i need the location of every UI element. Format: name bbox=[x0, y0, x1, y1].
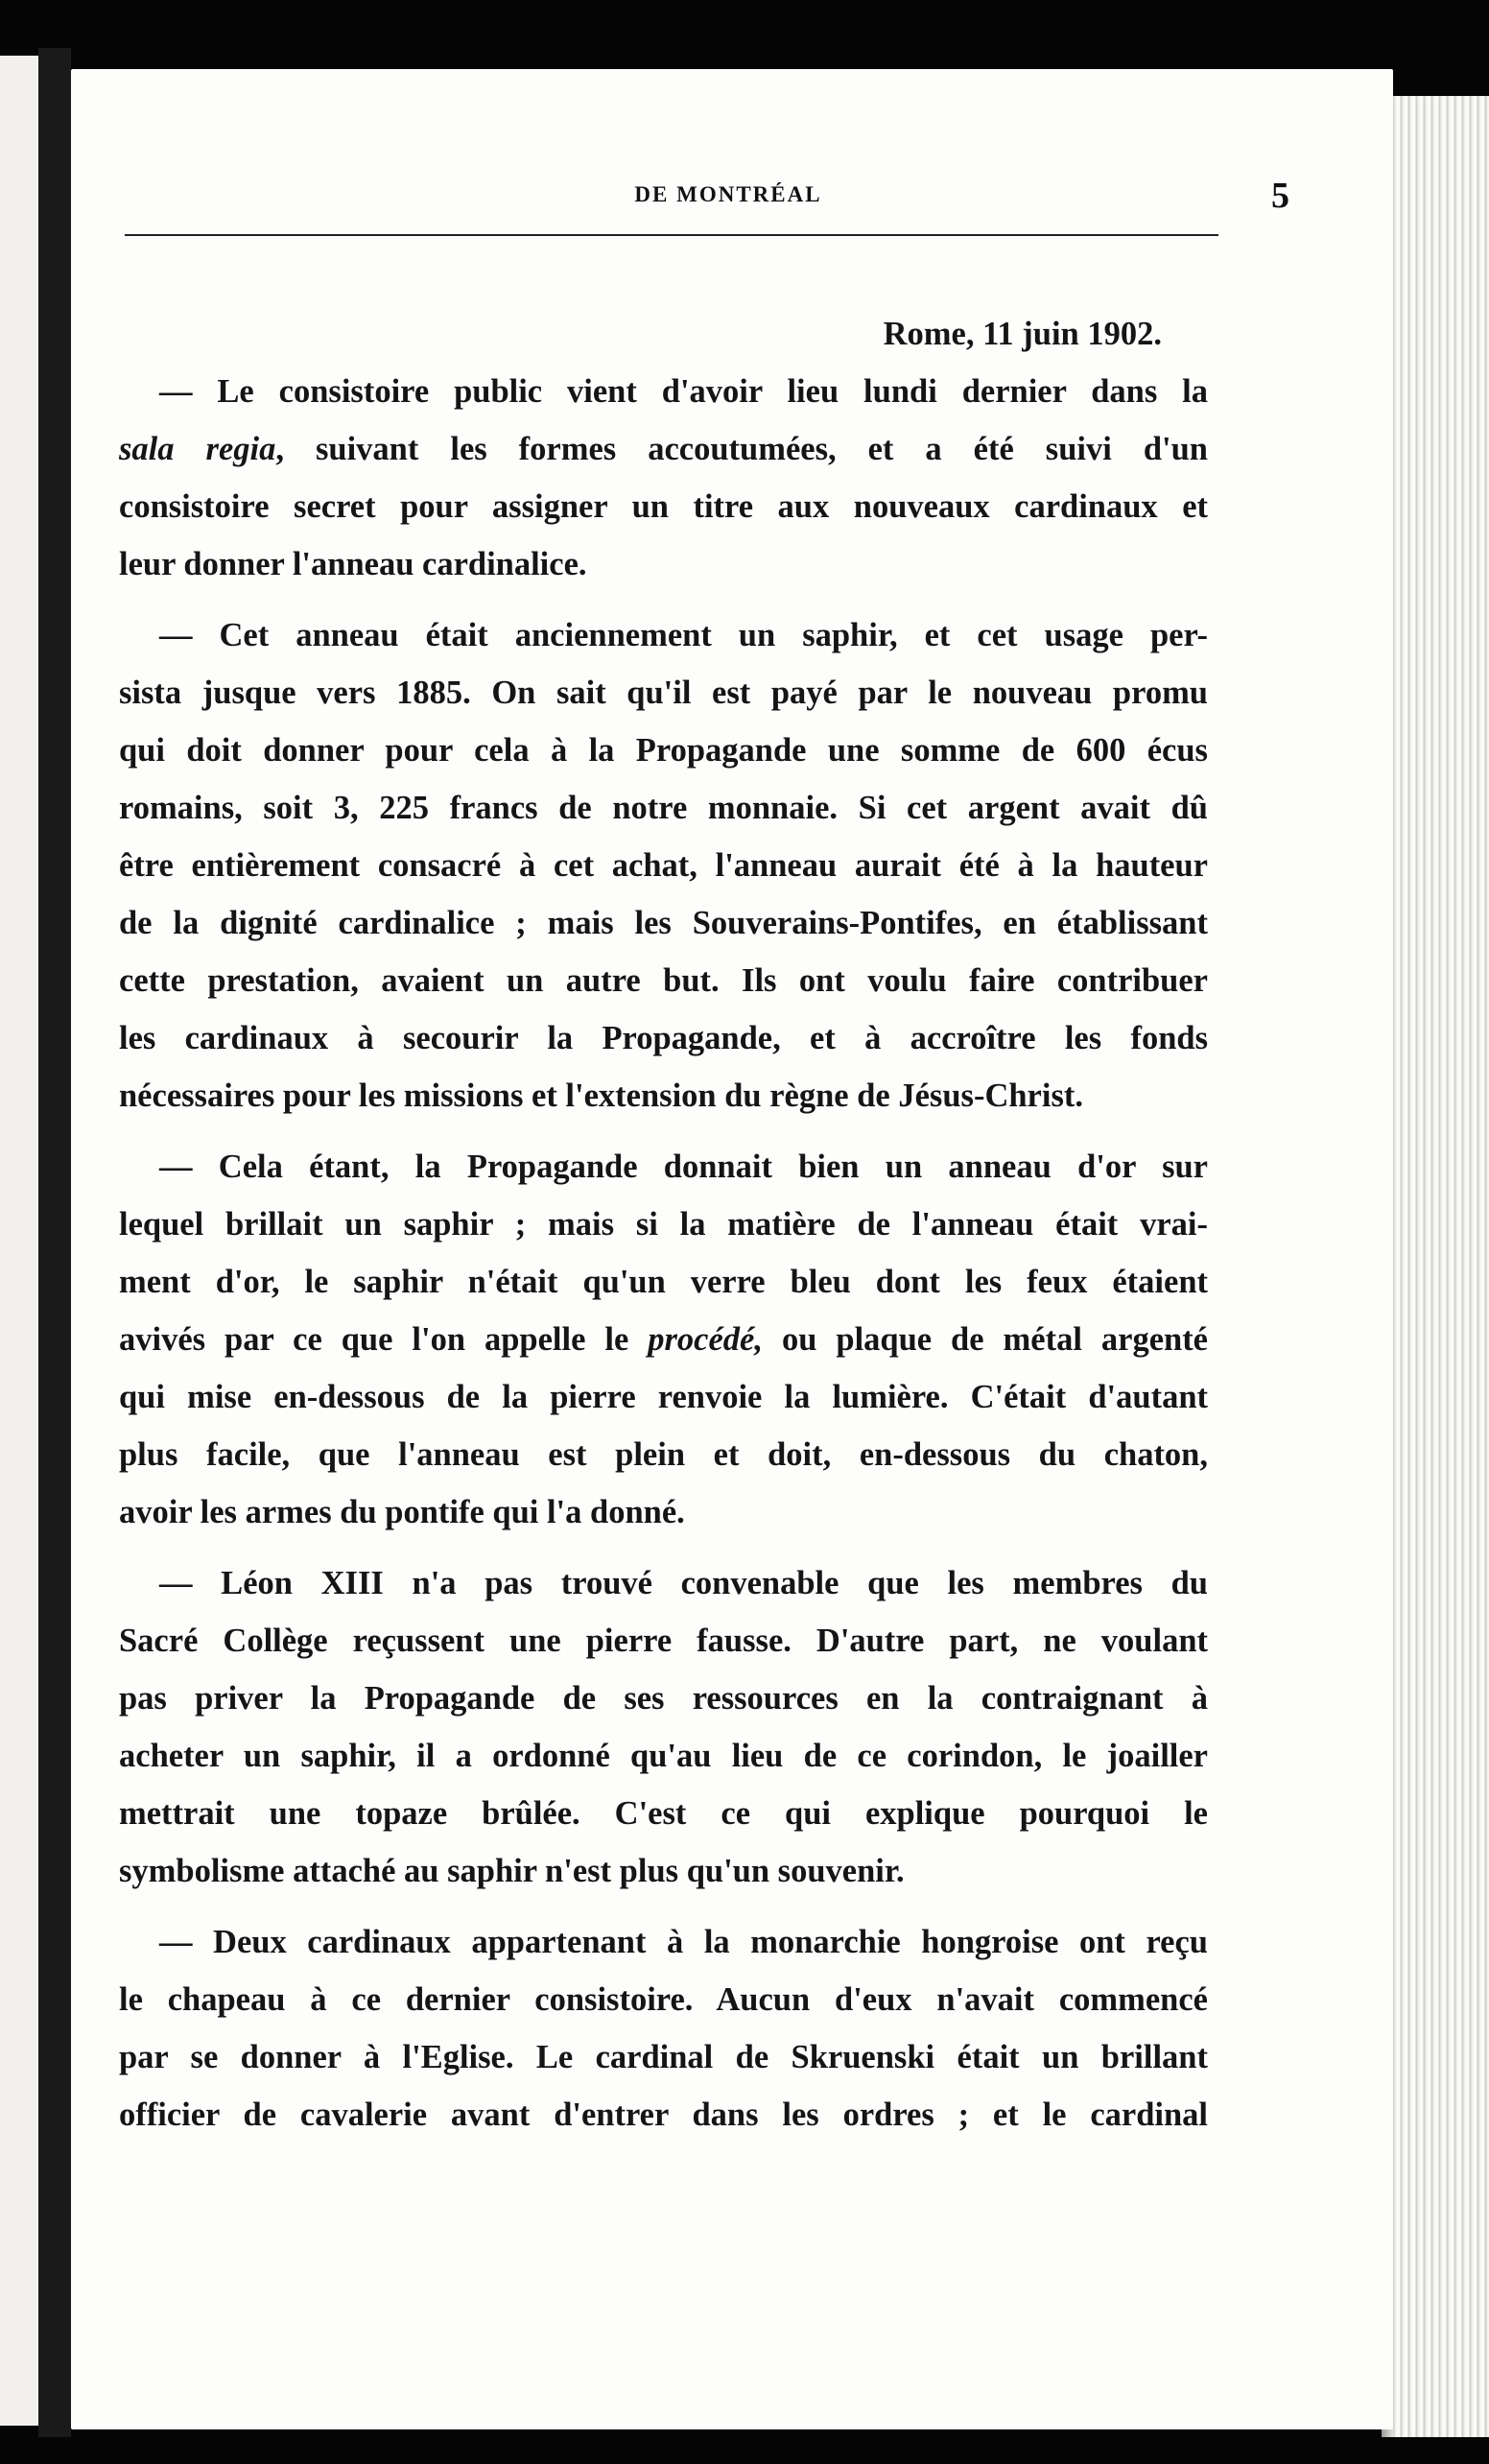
text-line: romains, soit 3, 225 francs de notre monnaie. Si cet argent avait dû bbox=[119, 790, 1208, 826]
book-gutter bbox=[38, 48, 71, 2437]
text-line: — Deux cardinaux appartenant à la monarchie hongroise ont reçu bbox=[159, 1924, 1208, 1960]
italic-phrase: procédé, bbox=[648, 1321, 763, 1358]
text-line: consistoire secret pour assigner un titre aux nouveaux cardinaux et bbox=[119, 488, 1208, 525]
text-line: être entièrement consacré à cet achat, l'anneau aurait été à la hauteur bbox=[119, 847, 1208, 884]
text-line: Sacré Collège reçussent une pierre fausse. D'autre part, ne voulant bbox=[119, 1623, 1208, 1659]
header-rule bbox=[125, 234, 1218, 236]
running-title: DE MONTRÉAL bbox=[634, 182, 822, 206]
text-line: qui mise en-dessous de la pierre renvoie la lumière. C'était d'autant bbox=[119, 1379, 1208, 1415]
text-line: les cardinaux à secourir la Propagande, et à accroître les fonds bbox=[119, 1020, 1208, 1056]
text-line: — Léon XIII n'a pas trouvé convenable que les membres du bbox=[159, 1565, 1208, 1601]
text-line: acheter un saphir, il a ordonné qu'au lieu de ce corindon, le joailler bbox=[119, 1738, 1208, 1774]
page-header bbox=[167, 175, 1289, 216]
paragraph bbox=[119, 1138, 1208, 1541]
text-line: avoir les armes du pontife qui l'a donné. bbox=[119, 1494, 685, 1530]
text-line: sista jusque vers 1885. On sait qu'il est payé par le nouveau promu bbox=[119, 675, 1208, 711]
text-line: ment d'or, le saphir n'était qu'un verre bleu dont les feux étaient bbox=[119, 1264, 1208, 1300]
page-number: 5 bbox=[1271, 176, 1289, 216]
paragraph bbox=[119, 363, 1208, 593]
paragraph bbox=[119, 606, 1208, 1125]
text-line: avivés par ce que l'on appelle le procédé, ou plaque de métal argenté bbox=[119, 1321, 1208, 1358]
page-body bbox=[119, 305, 1208, 2157]
text-line: symbolisme attaché au saphir n'est plus qu'un souvenir. bbox=[119, 1853, 905, 1889]
text-line: qui doit donner pour cela à la Propagande une somme de 600 écus bbox=[119, 732, 1208, 769]
paragraph bbox=[119, 1554, 1208, 1900]
text-line: par se donner à l'Eglise. Le cardinal de Skruenski était un brillant bbox=[119, 2039, 1208, 2075]
text-line: nécessaires pour les missions et l'extension du règne de Jésus-Christ. bbox=[119, 1078, 1083, 1114]
paragraph bbox=[119, 1913, 1208, 2144]
page-stack-edges bbox=[1382, 96, 1489, 2437]
text-line: cette prestation, avaient un autre but. Ils ont voulu faire contribuer bbox=[119, 962, 1208, 999]
dateline: Rome, 11 juin 1902. bbox=[883, 316, 1162, 352]
text-line: pas priver la Propagande de ses ressources en la contraignant à bbox=[119, 1680, 1208, 1717]
text-line: — Le consistoire public vient d'avoir lieu lundi dernier dans la bbox=[159, 373, 1208, 410]
text-line: sala regia, suivant les formes accoutumées, et a été suivi d'un bbox=[119, 431, 1208, 467]
text-line: lequel brillait un saphir ; mais si la matière de l'anneau était vrai- bbox=[119, 1206, 1208, 1243]
text-line: officier de cavalerie avant d'entrer dans les ordres ; et le cardinal bbox=[119, 2097, 1208, 2133]
text-line: plus facile, que l'anneau est plein et doit, en-dessous du chaton, bbox=[119, 1436, 1208, 1473]
text-line: — Cela étant, la Propagande donnait bien un anneau d'or sur bbox=[159, 1149, 1208, 1185]
paragraphs bbox=[119, 363, 1208, 2144]
text-line: le chapeau à ce dernier consistoire. Aucun d'eux n'avait commencé bbox=[119, 1981, 1208, 2018]
text-line: leur donner l'anneau cardinalice. bbox=[119, 546, 587, 582]
text-line: — Cet anneau était anciennement un saphir, et cet usage per- bbox=[159, 617, 1208, 653]
italic-phrase: sala regia bbox=[119, 431, 276, 467]
text-line: mettrait une topaze brûlée. C'est ce qui explique pourquoi le bbox=[119, 1795, 1208, 1832]
text-line: de la dignité cardinalice ; mais les Souverains-Pontifes, en établissant bbox=[119, 905, 1208, 941]
